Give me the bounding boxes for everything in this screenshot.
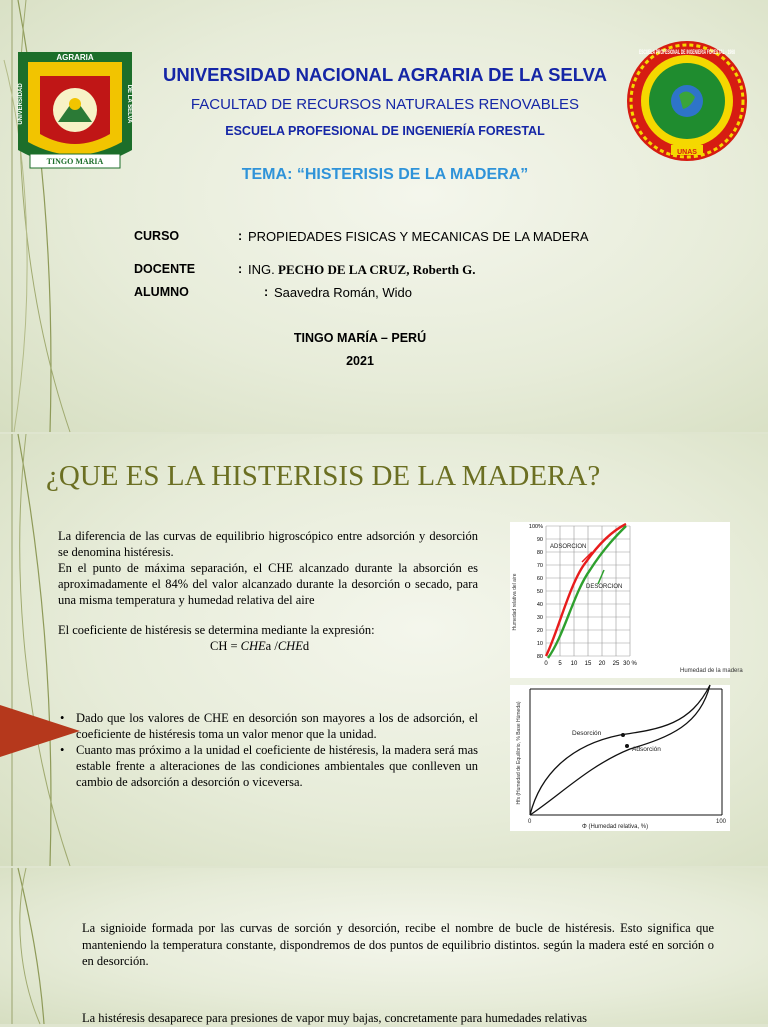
definition-text <box>58 528 478 654</box>
chart2-xlabel: Φ (Humedad relativa, %) <box>582 824 649 830</box>
teacher-label: DOCENTE <box>134 262 196 276</box>
year: 2021 <box>346 354 374 368</box>
chart1-x-tick: 15 <box>584 661 592 667</box>
student-label: ALUMNO <box>134 285 189 299</box>
school-name: ESCUELA PROFESIONAL DE INGENIERÍA FORESTAL <box>225 124 545 138</box>
topic-title: TEMA: “HISTERISIS DE LA MADERA” <box>241 166 529 183</box>
chart1-y-tick: 80 <box>536 550 543 556</box>
seal-right-text: DE LA SELVA <box>126 84 132 124</box>
chart2-ylabel: Hfs (Humedad de Equilibrio, % Base Húmeda) <box>516 701 522 805</box>
student-colon: : <box>264 285 269 299</box>
loop-paragraph-2: La histéresis desaparece para presiones de vapor muy bajas, concretamente para humedades relativas <box>82 1011 587 1025</box>
loop-paragraph: La signioide formada por las curvas de sorción y desorción, recibe el nombre de bucle de histéresis. Esto significa que manteniendo la temperatura constante, dispondremos de dos puntos de equilibrio distintos. según la madera esté en sorción o en desorción. <box>82 921 714 968</box>
chart1-y-tick: 80 <box>536 654 543 660</box>
formula-part: CH = <box>210 639 241 653</box>
school-seal-bottom-text: UNAS <box>677 149 697 156</box>
formula-part: d <box>302 639 310 653</box>
bullet-item: • Cuanto mas próximo a la unidad el coeficiente de histéresis, la madera será mas estable frente a alteraciones de las condiciones ambientales que conlleven un cambio de adsorción a desorción o viceversa. <box>58 742 478 790</box>
bullet-item: • Dado que los valores de CHE en desorción son mayores a los de adsorción, el coeficiente de histéresis toma un valor menor que la unidad. <box>58 710 478 742</box>
sorption-chart-2 <box>510 685 730 831</box>
teacher-prefix: ING. <box>248 262 275 277</box>
university-seal-logo <box>10 42 140 176</box>
seal-top-text: AGRARIA <box>56 53 94 62</box>
chart1-y-tick: 10 <box>536 641 543 647</box>
course-colon: : <box>238 229 243 243</box>
chart1-y-tick: 20 <box>536 628 543 634</box>
chart1-y-tick: 30 <box>536 615 543 621</box>
slide-decoration <box>0 868 80 1024</box>
chart1-ylabel: Humedad relativa del aire <box>512 573 518 631</box>
chart1-y-tick: 40 <box>536 602 543 608</box>
slide-hysteresis-loop <box>0 868 768 1024</box>
slide-definition <box>0 434 768 866</box>
formula <box>58 638 478 654</box>
course-value: PROPIEDADES FISICAS Y MECANICAS DE LA MADERA <box>248 229 589 244</box>
faculty-name: FACULTAD DE RECURSOS NATURALES RENOVABLES <box>190 96 580 113</box>
chart1-xlabel: Humedad de la madera <box>680 668 743 674</box>
chart1-y-tick: 100% <box>528 524 543 530</box>
university-name: UNIVERSIDAD NACIONAL AGRARIA DE LA SELVA <box>162 64 608 85</box>
chart2-label-desorcion: Desorción <box>572 730 602 737</box>
chart2-label-adsorcion: Adsorción <box>632 746 661 753</box>
chart1-x-tick: 5 <box>558 661 562 667</box>
adsorcion-arrow <box>598 570 604 584</box>
formula-part: a / <box>265 639 278 653</box>
course-label: CURSO <box>134 229 180 243</box>
paragraph: El coeficiente de histéresis se determina mediante la expresión: <box>58 623 375 637</box>
school-seal-logo <box>616 40 758 162</box>
bullet-list <box>58 710 478 790</box>
sorption-chart-1 <box>510 522 743 678</box>
seal-left-text: UNIVERSIDAD <box>18 83 24 125</box>
school-seal-ring-text: ESCUELA PROFESIONAL DE INGENIERIA FORESTAL - 1968 <box>639 50 736 56</box>
adsorcion-curve <box>530 685 710 815</box>
seal-bottom-text: TINGO MARIA <box>46 157 104 166</box>
chart1-label-adsorcion: ADSORCION <box>550 544 587 550</box>
teacher-value: PECHO DE LA CRUZ, Roberth G. <box>278 262 476 277</box>
chart1-x-tick: 20 <box>598 661 606 667</box>
adsorcion-point <box>625 744 629 748</box>
paragraph: La diferencia de las curvas de equilibrio higroscópico entre adsorción y desorción se denomina histéresis. <box>58 529 478 559</box>
chart1-label-desorcion: DESORCION <box>586 584 623 590</box>
chart1-y-tick: 90 <box>536 537 543 543</box>
teacher-colon: : <box>238 262 243 276</box>
student-value: Saavedra Román, Wido <box>274 285 413 300</box>
place: TINGO MARÍA – PERÚ <box>293 331 427 345</box>
chart2-x-end: 100 <box>716 819 727 825</box>
paragraph: En el punto de máxima separación, el CHE alcanzado durante la absorción es aproximadamente el 84% del valor alcanzado durante la desorción o secado, para una misma temperatura y humedad relativa del aire <box>58 561 478 607</box>
slide-title <box>0 0 768 432</box>
chart1-y-tick: 50 <box>536 589 543 595</box>
desorcion-point <box>621 733 625 737</box>
chart1-y-tick: 60 <box>536 576 543 582</box>
formula-part: CHE <box>277 639 303 653</box>
chart2-x-start: 0 <box>528 819 532 825</box>
chart1-y-tick: 70 <box>536 563 543 569</box>
chart1-x-tick: 0 <box>544 661 548 667</box>
chart1-x-tick: 25 <box>612 661 620 667</box>
slide-heading: ¿QUE ES LA HISTERISIS DE LA MADERA? <box>46 460 601 492</box>
chart1-x-tick: 30 % <box>623 661 637 667</box>
chart1-x-tick: 10 <box>570 661 578 667</box>
formula-part: CHE <box>240 639 266 653</box>
